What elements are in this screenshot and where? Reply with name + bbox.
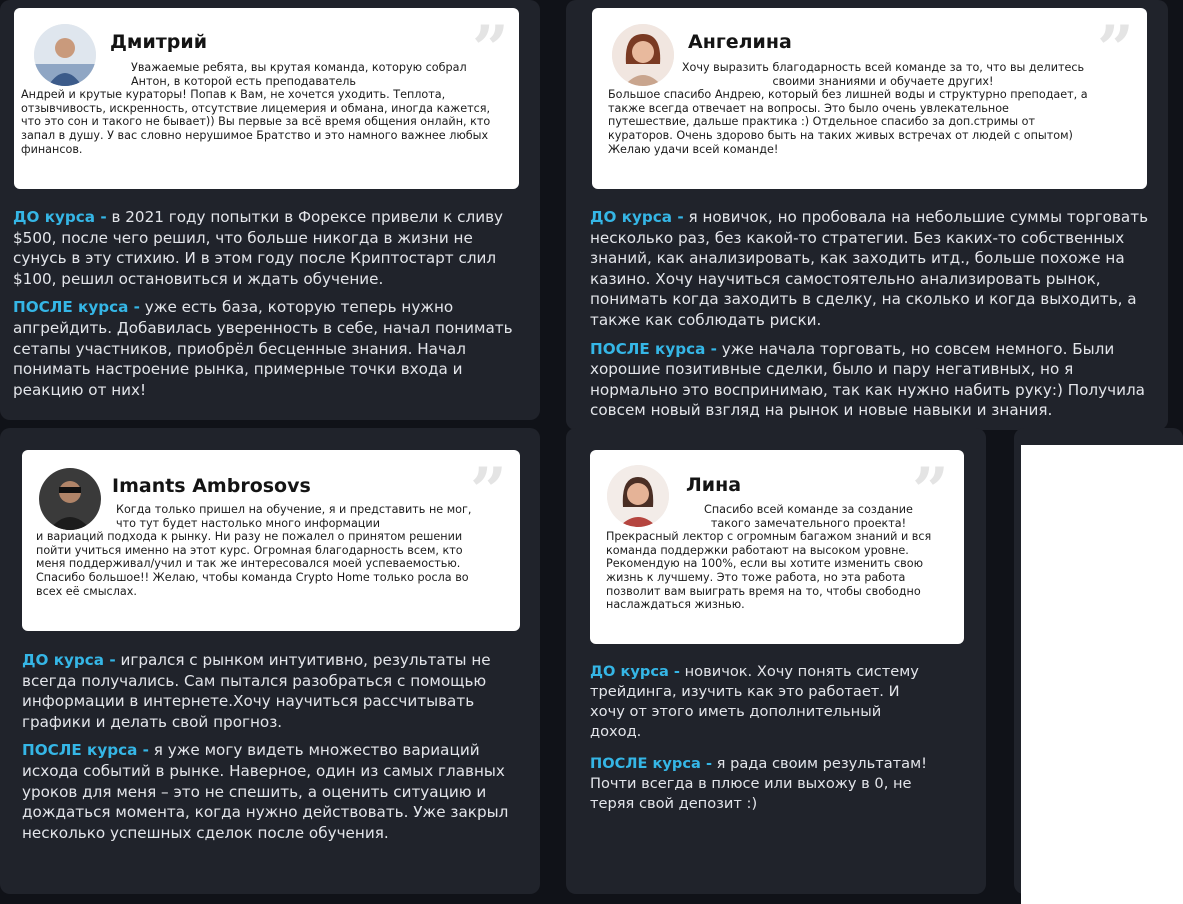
review-text-body: Большое спасибо Андрею, который без лишней воды и структурно преподает, а также всегда отвечает на вопросы. Это было очень увлекательное путешествие, дальше практика :) Отдельное спасибо за доп.стримы от кураторов. Очень здорово быть на таких живых встречах от людей с опытом) Желаю удачи всей команде! bbox=[608, 88, 1088, 156]
review-box-dmitry bbox=[14, 8, 519, 189]
after-text: уже есть база, которую теперь нужно апгрейдить. Добавилась уверенность в себе, начал понимать сетапы участников, приобрёл бесценные знания. Начал понимать настроение рынка, примерные точки входа и реакцию от них! bbox=[13, 298, 513, 399]
before-after-angelina bbox=[590, 207, 1155, 429]
review-text-head: Когда только пришел на обучение, я и представить не мог, что тут будет настолько много информации bbox=[116, 503, 472, 530]
before-course bbox=[22, 650, 512, 732]
before-label: ДО курса - bbox=[590, 663, 680, 680]
before-label: ДО курса - bbox=[590, 208, 684, 226]
after-text: я уже могу видеть множество вариаций исхода событий в рынке. Наверное, один из самых главных уроков для меня – это не спешить, а оценить ситуацию и дождаться момента, когда нужно действовать. Уже закрыл несколько успешных сделок после обучения. bbox=[22, 741, 509, 842]
after-course bbox=[590, 339, 1155, 421]
reviewer-name: Лина bbox=[686, 474, 742, 496]
review-text bbox=[608, 61, 1088, 156]
before-after-dmitry bbox=[13, 207, 513, 408]
quote-icon: ” bbox=[470, 454, 507, 529]
after-text: уже начала торговать, но совсем немного. Были хорошие позитивные сделки, было и пару негативных, но я нормально это воспринимаю, так как нужно набить руку:) Получила совсем новый взгляд на рынок и новые навыки и знания. bbox=[590, 339, 1145, 420]
quote-icon: ” bbox=[472, 12, 509, 87]
review-box-imants bbox=[22, 450, 520, 631]
review-box-lina bbox=[590, 450, 964, 644]
review-text-body: Андрей и крутые кураторы! Попав к Вам, не хочется уходить. Теплота, отзывчивость, искренность, отсутствие лицемерия и обмана, иногда кажется, что это сон и такого не бывает)) Вы первые за всё время общения онлайн, кто запал в душу. У вас словно нерушимое Братство и это намного важнее любых финансов. bbox=[21, 88, 491, 156]
review-text bbox=[606, 503, 951, 612]
after-course bbox=[22, 740, 512, 843]
after-text: я рада своим результатам! Почти всегда в плюсе или выхожу в 0, не теряя свой депозит :) bbox=[590, 755, 927, 812]
before-after-imants bbox=[22, 650, 512, 851]
before-text: в 2021 году попытки в Форексе привели к сливу $500, после чего решил, что больше никогда в жизни не сунусь в эту стихию. И в этом году после Криптостарт слил $100, решил остановиться и ждать обучение. bbox=[13, 208, 504, 288]
review-text bbox=[36, 503, 481, 598]
quote-icon: ” bbox=[912, 454, 949, 529]
after-course bbox=[590, 754, 935, 814]
before-course bbox=[590, 662, 935, 742]
before-text: новичок. Хочу понять систему трейдинга, изучить как это работает. И хочу от этого иметь дополнительный доход. bbox=[590, 663, 919, 740]
quote-icon: ” bbox=[1097, 12, 1134, 87]
before-after-lina bbox=[590, 662, 935, 822]
reviewer-name: Ангелина bbox=[688, 31, 792, 53]
before-course bbox=[13, 207, 513, 289]
review-text-head: Уважаемые ребята, вы крутая команда, которую собрал Антон, в которой есть преподаватель bbox=[131, 61, 467, 88]
review-box-angelina bbox=[592, 8, 1147, 189]
review-text-body: и вариаций подхода к рынку. Ни разу не пожалел о принятом решении пойти учиться именно на этот курс. Огромная благодарность всем, кто меня поддерживал/учил и так же интересовался моей успеваемостью. Спасибо большое!! Желаю, чтобы команда Crypto Home только росла во всех её смыслах. bbox=[36, 530, 469, 598]
before-course bbox=[590, 207, 1155, 331]
review-text-body: Прекрасный лектор с огромным багажом знаний и вся команда поддержки работают на высоком уровне. Рекомендую на 100%, если вы хотите изменить свою жизнь к лучшему. Это тоже работа, но эта работа позволит вам выиграть время на то, чтобы свободно наслаждаться жизнью. bbox=[606, 530, 932, 612]
before-text: я новичок, но пробовала на небольшие суммы торговать несколько раз, без какой-то стратегии. Без каких-то собственных знаний, как анализировать, как заходить итд., больше похоже на казино. Хочу научиться самостоятельно анализировать рынок, понимать когда заходить в сделку, на сколько и когда выходить, а также как соблюдать риски. bbox=[590, 208, 1149, 329]
blank-panel bbox=[1021, 445, 1183, 904]
review-text bbox=[21, 61, 491, 156]
before-text: игрался с рынком интуитивно, результаты не всегда получались. Сам пытался разобраться с помощью информации в интернете.Хочу научиться рассчитывать графики и делать свой прогноз. bbox=[22, 651, 491, 731]
review-text-head: Спасибо всей команде за создание такого замечательного проекта! bbox=[704, 503, 913, 530]
review-text-head: Хочу выразить благодарность всей команде за то, что вы делитесь своими знаниями и обучаете других! bbox=[681, 61, 1085, 88]
after-label: ПОСЛЕ курса - bbox=[22, 741, 149, 760]
before-label: ДО курса - bbox=[22, 651, 116, 669]
before-label: ДО курса - bbox=[13, 208, 107, 226]
after-course bbox=[13, 297, 513, 400]
after-label: ПОСЛЕ курса - bbox=[590, 339, 717, 358]
reviewer-name: Imants Ambrosovs bbox=[112, 475, 311, 497]
reviewer-name: Дмитрий bbox=[110, 31, 208, 53]
after-label: ПОСЛЕ курса - bbox=[590, 755, 713, 772]
after-label: ПОСЛЕ курса - bbox=[13, 298, 140, 317]
